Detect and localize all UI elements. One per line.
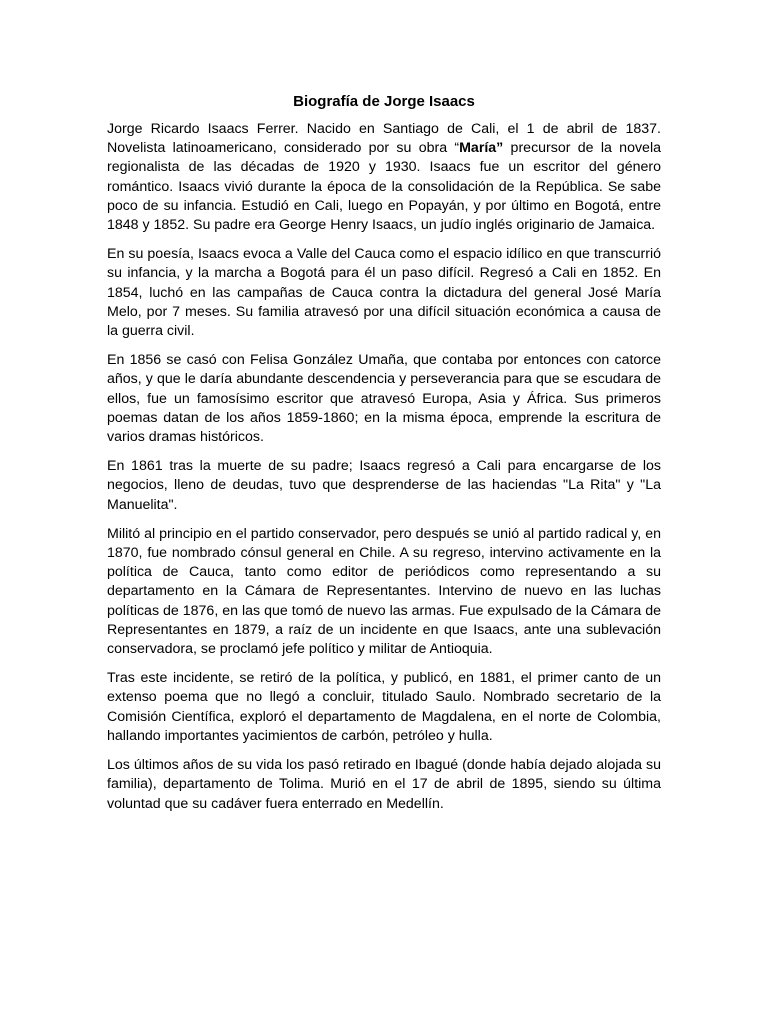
document-title: Biografía de Jorge Isaacs — [293, 93, 475, 110]
document-body — [107, 92, 661, 824]
novel-title-maria: María” — [459, 140, 504, 157]
paragraph-3: En 1856 se casó con Felisa González Umaña, que contaba por entonces con catorce años, y que le daría abundante descendencia y perseverancia para que se escudara de ellos, fue un famosísimo escritor que atravesó Europa, Asia y África. Sus primeros poemas datan de los años 1859-1860; en la misma época, emprende la escritura de varios dramas históricos. — [107, 352, 661, 446]
paragraph-1-text-start: Jorge Ricardo Isaacs Ferrer. Nacido en Santiago de Cali, el 1 de abril de 1837. Novelista latinoamericano, considerado por su obra “ — [107, 121, 661, 157]
paragraph-5: Militó al principio en el partido conservador, pero después se unió al partido radical y, en 1870, fue nombrado cónsul general en Chile. A su regreso, intervino activamente en la política de Cauca, tanto como editor de periódicos como representando a su departamento en la Cámara de Representantes. Intervino de nuevo en las luchas políticas de 1876, en las que tomó de nuevo las armas. Fue expulsado de la Cámara de Representantes en 1879, a raíz de un incidente en que Isaacs, ante una sublevación conservadora, se proclamó jefe político y militar de Antioquia. — [107, 525, 661, 658]
paragraph-7: Los últimos años de su vida los pasó retirado en Ibagué (donde había dejado alojada su familia), departamento de Tolima. Murió en el 17 de abril de 1895, siendo su última voluntad que su cadáver fuera enterrado en Medellín. — [107, 757, 661, 812]
paragraph-2: En su poesía, Isaacs evoca a Valle del Cauca como el espacio idílico en que transcurrió su infancia, y la marcha a Bogotá para él un paso difícil. Regresó a Cali en 1852. En 1854, luchó en las campañas de Cauca contra la dictadura del general José María Melo, por 7 meses. Su familia atravesó por una difícil situación económica a causa de la guerra civil. — [107, 246, 661, 340]
paragraph-4: En 1861 tras la muerte de su padre; Isaacs regresó a Cali para encargarse de los negocios, lleno de deudas, tuvo que desprenderse de las haciendas "La Rita" y "La Manuelita". — [107, 458, 661, 513]
paragraph-1 — [107, 120, 661, 235]
paragraph-1-text-end: precursor de la novela regionalista de las décadas de 1920 y 1930. Isaacs fue un escritor del género romántico. Isaacs vivió durante la época de la consolidación de la República. Se sabe poco de su infancia. Estudió en Cali, luego en Popayán, y por último en Bogotá, entre 1848 y 1852. Su padre era George Henry Isaacs, un judío inglés originario de Jamaica. — [107, 140, 661, 234]
paragraph-6: Tras este incidente, se retiró de la política, y publicó, en 1881, el primer canto de un extenso poema que no llegó a concluir, titulado Saulo. Nombrado secretario de la Comisión Científica, exploró el departamento de Magdalena, en el norte de Colombia, hallando importantes yacimientos de carbón, petróleo y hulla. — [107, 670, 661, 744]
